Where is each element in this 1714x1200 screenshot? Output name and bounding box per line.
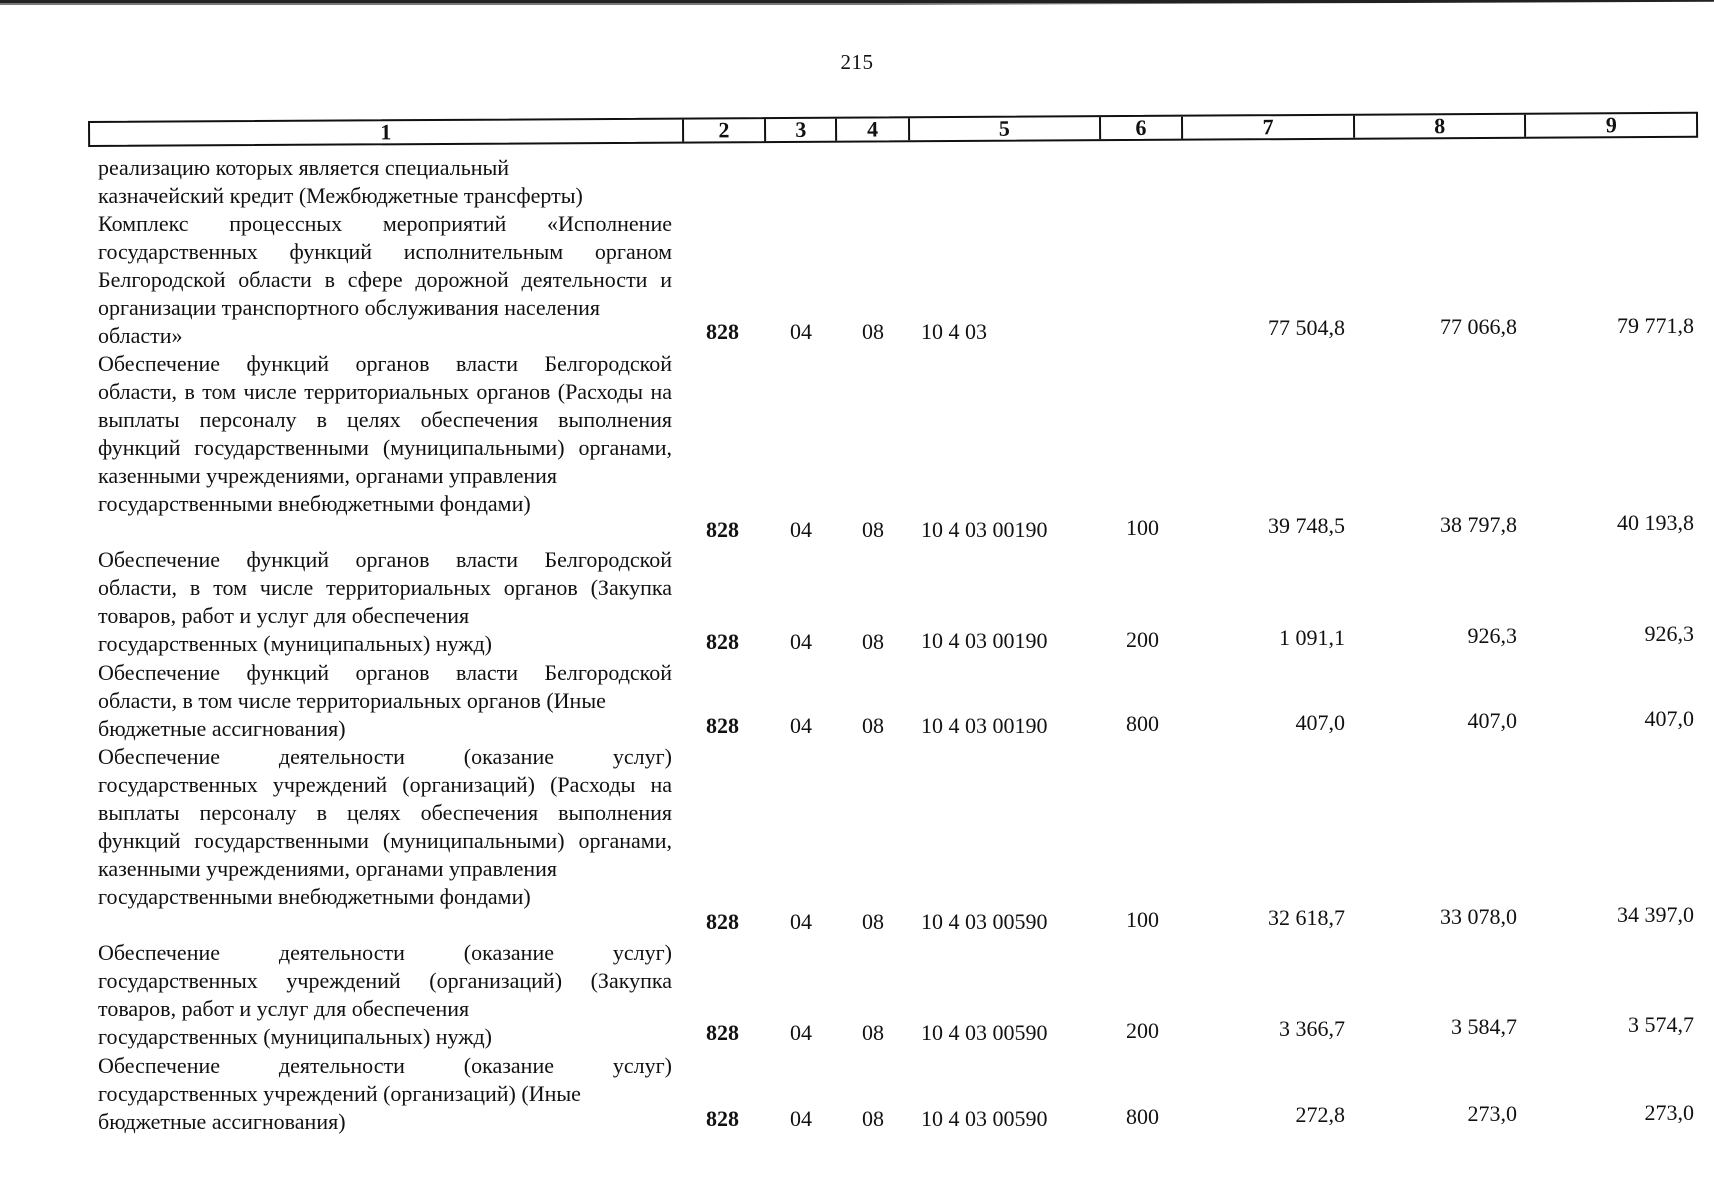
table-row-description: Обеспечение функций органов власти Белгородской области, в том числе территориальных органов (Закупка товаров, работ и услуг для обеспечения государственных (муниципальных) нужд) — [98, 547, 672, 656]
expense-type-code: 100 — [1126, 907, 1159, 932]
target-article-code: 10 4 03 00590 — [921, 1020, 1048, 1045]
amount-year-3: 926,3 — [1644, 621, 1694, 646]
expense-type-code: 100 — [1126, 515, 1159, 540]
amount-year-3: 40 193,8 — [1617, 510, 1694, 535]
subsection-code: 08 — [862, 713, 884, 738]
subsection-code: 08 — [862, 629, 884, 654]
target-article-code: 10 4 03 00190 — [921, 517, 1048, 542]
subsection-code: 08 — [862, 1106, 884, 1131]
section-code: 04 — [790, 909, 812, 934]
section-code: 04 — [790, 629, 812, 654]
expense-type-code: 800 — [1126, 1104, 1159, 1129]
amount-year-2: 33 078,0 — [1440, 904, 1517, 929]
amount-year-2: 926,3 — [1467, 623, 1517, 648]
amount-year-3: 407,0 — [1644, 706, 1694, 731]
ministry-code: 828 — [706, 517, 739, 542]
amount-year-2: 407,0 — [1467, 708, 1517, 733]
table-header — [88, 112, 1698, 147]
target-article-code: 10 4 03 00190 — [921, 713, 1048, 738]
amount-year-3: 3 574,7 — [1628, 1012, 1694, 1037]
table-row-description: Обеспечение деятельности (оказание услуг) государственных учреждений (организаций) (Иные бюджетные ассигнования) — [98, 1053, 672, 1134]
target-article-code: 10 4 03 00190 — [921, 628, 1048, 653]
table-row-description: Обеспечение деятельности (оказание услуг) государственных учреждений (организаций) (Расходы на выплаты персоналу в целях обеспечения выполнения функций государственными (муниципальными) органами, казенными учреждениями, органами управления государственными внебюджетными фондами) — [98, 744, 672, 909]
amount-year-3: 79 771,8 — [1617, 313, 1694, 338]
expense-type-code: 800 — [1126, 711, 1159, 736]
amount-year-1: 77 504,8 — [1268, 315, 1345, 340]
amount-year-1: 407,0 — [1295, 710, 1345, 735]
scan-edge — [0, 0, 1714, 9]
section-code: 04 — [790, 319, 812, 344]
ministry-code: 828 — [706, 1020, 739, 1045]
table-row-description: реализацию которых является специальный казначейский кредит (Межбюджетные трансферты) — [98, 155, 583, 208]
header-col-5: 5 — [910, 117, 1101, 140]
target-article-code: 10 4 03 00590 — [921, 1106, 1048, 1131]
section-code: 04 — [790, 713, 812, 738]
ministry-code: 828 — [706, 629, 739, 654]
amount-year-2: 273,0 — [1467, 1101, 1517, 1126]
ministry-code: 828 — [706, 1106, 739, 1131]
table-row-description: Обеспечение функций органов власти Белгородской области, в том числе территориальных органов (Расходы на выплаты персоналу в целях обеспечения выполнения функций государственными (муниципальными) органами, казенными учреждениями, органами управления государственными внебюджетными фондами) — [98, 351, 672, 516]
header-col-2: 2 — [684, 119, 767, 141]
subsection-code: 08 — [862, 909, 884, 934]
amount-year-2: 38 797,8 — [1440, 512, 1517, 537]
subsection-code: 08 — [862, 1020, 884, 1045]
header-col-7: 7 — [1183, 116, 1355, 139]
table-row-description: Комплекс процессных мероприятий «Исполнение государственных функций исполнительным органом Белгородской области в сфере дорожной деятельности и организации транспортного обслуживания населения области» — [98, 211, 672, 348]
amount-year-2: 77 066,8 — [1440, 314, 1517, 339]
header-col-6: 6 — [1100, 117, 1183, 139]
ministry-code: 828 — [706, 713, 739, 738]
expense-type-code: 200 — [1126, 1018, 1159, 1043]
subsection-code: 08 — [862, 517, 884, 542]
amount-year-1: 32 618,7 — [1268, 905, 1345, 930]
amount-year-3: 34 397,0 — [1617, 902, 1694, 927]
amount-year-1: 3 366,7 — [1279, 1016, 1345, 1041]
subsection-code: 08 — [862, 319, 884, 344]
amount-year-1: 1 091,1 — [1279, 625, 1345, 650]
header-col-9: 9 — [1605, 112, 1617, 138]
table-row-description: Обеспечение функций органов власти Белгородской области, в том числе территориальных органов (Иные бюджетные ассигнования) — [98, 660, 672, 741]
header-col-1: 1 — [90, 120, 684, 145]
target-article-code: 10 4 03 00590 — [921, 909, 1048, 934]
ministry-code: 828 — [706, 909, 739, 934]
section-code: 04 — [790, 1106, 812, 1131]
page-number: 215 — [840, 50, 874, 74]
target-article-code: 10 4 03 — [921, 319, 987, 344]
header-col-4: 4 — [837, 118, 910, 140]
amount-year-1: 272,8 — [1295, 1102, 1345, 1127]
amount-year-3: 273,0 — [1644, 1100, 1694, 1125]
expense-type-code: 200 — [1126, 627, 1159, 652]
header-col-3: 3 — [766, 119, 837, 141]
section-code: 04 — [790, 517, 812, 542]
table-row-description: Обеспечение деятельности (оказание услуг) государственных учреждений (организаций) (Закупка товаров, работ и услуг для обеспечения государственных (муниципальных) нужд) — [98, 940, 672, 1049]
amount-year-2: 3 584,7 — [1451, 1014, 1517, 1039]
section-code: 04 — [790, 1020, 812, 1045]
ministry-code: 828 — [706, 319, 739, 344]
amount-year-1: 39 748,5 — [1268, 513, 1345, 538]
header-col-8: 8 — [1355, 115, 1527, 138]
